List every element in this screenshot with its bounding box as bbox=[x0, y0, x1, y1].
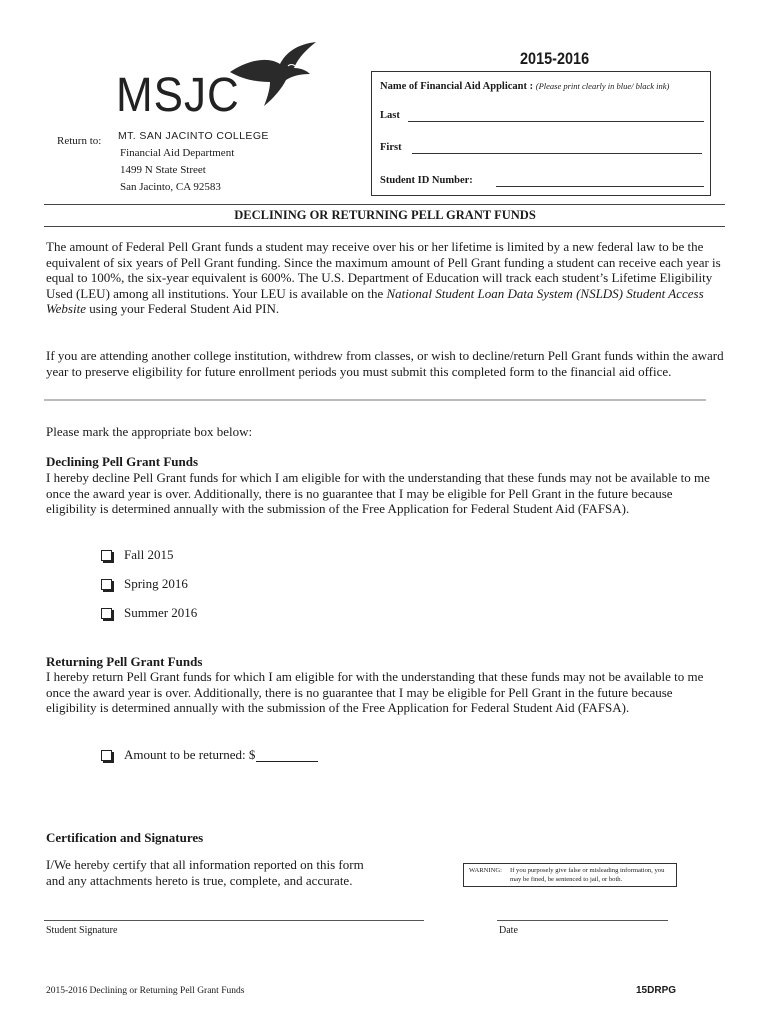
fall-2015-label: Fall 2015 bbox=[124, 547, 174, 562]
amount-returned-checkbox[interactable] bbox=[101, 750, 112, 761]
heading-bottom-rule bbox=[44, 226, 725, 227]
student-id-field[interactable] bbox=[496, 186, 704, 187]
address-line-1: Financial Aid Department bbox=[120, 147, 235, 159]
last-name-label: Last bbox=[380, 110, 400, 121]
fall-2015-checkbox[interactable] bbox=[101, 550, 112, 561]
spring-2016-checkbox[interactable] bbox=[101, 579, 112, 590]
returning-paragraph: I hereby return Pell Grant funds for which I am eligible for with the understanding that these funds may not be available to me once the award year is over. Additionally, there is no guarantee that I may be eligible for Pell Grant in the future because eligibility is determined annually with the submission of the Free Application for Federal Student Aid (FAFSA). bbox=[46, 669, 704, 715]
amount-returned-label: Amount to be returned: $ bbox=[124, 747, 256, 762]
msjc-logo bbox=[116, 42, 316, 147]
warning-text: If you purposely give false or misleading information, you may be fined, be sentenced to jail, or both. bbox=[510, 867, 665, 883]
warning-box bbox=[463, 863, 677, 887]
intro-paragraph bbox=[46, 239, 726, 317]
address-line-2: 1499 N State Street bbox=[120, 164, 206, 176]
student-signature-field[interactable] bbox=[44, 920, 424, 921]
applicant-box-title bbox=[380, 81, 669, 92]
return-to-label: Return to: bbox=[57, 135, 102, 147]
form-year: 2015-2016 bbox=[520, 49, 590, 68]
certification-line-2: and any attachments hereto is true, complete, and accurate. bbox=[46, 873, 353, 888]
nslds-website-name: National Student Loan Data System (NSLDS) Student Access Website bbox=[46, 285, 704, 316]
form-code: 15DRPG bbox=[636, 985, 677, 996]
summer-2016-label: Summer 2016 bbox=[124, 605, 198, 620]
date-field[interactable] bbox=[497, 920, 668, 921]
student-id-label: Student ID Number: bbox=[380, 175, 473, 186]
date-label: Date bbox=[499, 925, 518, 936]
first-name-field[interactable] bbox=[412, 153, 702, 154]
fall-2015-option[interactable] bbox=[101, 547, 173, 563]
amount-returned-field[interactable] bbox=[256, 749, 318, 762]
warning-label: WARNING: bbox=[469, 867, 502, 874]
student-signature-label: Student Signature bbox=[46, 925, 118, 936]
logo-wordmark: MSJC bbox=[116, 68, 240, 122]
certification-line-1: I/We hereby certify that all information reported on this form bbox=[46, 857, 364, 872]
intro-text-1: The amount of Federal Pell Grant funds a student may receive over his or her lifetime is limited by a new federal law to be the equivalent of six years of Pell Grant funding. Since the maximum amount of Pell Grant funding a student can receive each year is equal to 100%, the six-year equivalent is 600%. The U.S. Department of Education will track each student’s Lifetime Eligibility Used (LEU) among all institutions. Your LEU is available on the bbox=[46, 239, 721, 301]
summer-2016-checkbox[interactable] bbox=[101, 608, 112, 619]
first-name-label: First bbox=[380, 142, 402, 153]
spring-2016-option[interactable] bbox=[101, 576, 188, 592]
amount-returned-option[interactable] bbox=[101, 747, 318, 763]
heading-top-rule bbox=[44, 204, 725, 205]
spring-2016-label: Spring 2016 bbox=[124, 576, 188, 591]
attending-paragraph: If you are attending another college institution, withdrew from classes, or wish to decline/return Pell Grant funds within the award year to preserve eligibility for future enrollment periods you must submit this completed form to the financial aid office. bbox=[46, 348, 724, 379]
summer-2016-option[interactable] bbox=[101, 605, 197, 621]
logo-college-name: MT. SAN JACINTO COLLEGE bbox=[118, 130, 269, 142]
certification-heading: Certification and Signatures bbox=[46, 830, 204, 845]
section-separator bbox=[44, 399, 706, 401]
footer-title: 2015-2016 Declining or Returning Pell Grant Funds bbox=[46, 986, 245, 996]
form-heading: DECLINING OR RETURNING PELL GRANT FUNDS bbox=[234, 208, 536, 222]
ink-note: (Please print clearly in blue/ black ink) bbox=[535, 81, 670, 91]
applicant-box-title-text: Name of Financial Aid Applicant : bbox=[380, 81, 534, 92]
intro-text-2: using your Federal Student Aid PIN. bbox=[85, 301, 280, 316]
declining-paragraph: I hereby decline Pell Grant funds for which I am eligible for with the understanding that these funds may not be available to me once the award year is over. Additionally, there is no guarantee that I may be eligible for Pell Grant in the future because eligibility is determined annually with the submission of the Free Application for Federal Student Aid (FAFSA). bbox=[46, 470, 710, 516]
declining-heading: Declining Pell Grant Funds bbox=[46, 454, 199, 469]
returning-heading: Returning Pell Grant Funds bbox=[46, 654, 203, 669]
eagle-icon bbox=[228, 42, 318, 112]
address-line-3: San Jacinto, CA 92583 bbox=[120, 181, 221, 193]
last-name-field[interactable] bbox=[408, 121, 704, 122]
mark-box-instruction: Please mark the appropriate box below: bbox=[46, 424, 253, 439]
applicant-info-box bbox=[371, 71, 711, 196]
